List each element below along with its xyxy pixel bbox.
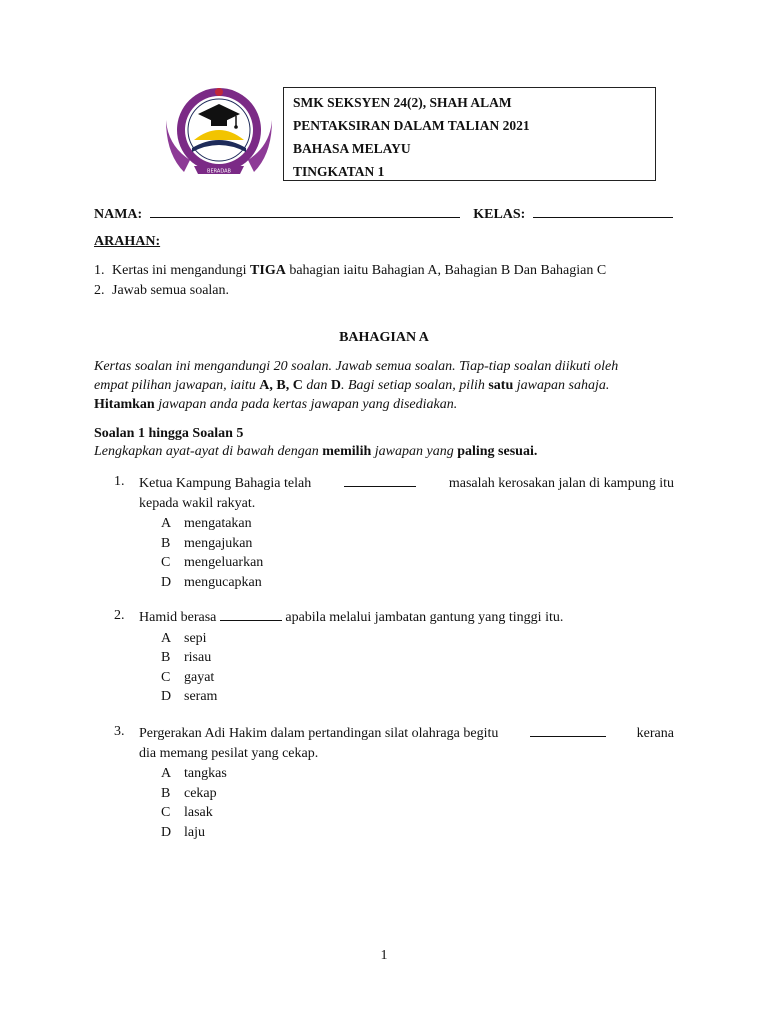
answer-option[interactable]: B mengajukan bbox=[161, 535, 253, 551]
assessment-title: PENTAKSIRAN DALAM TALIAN 2021 bbox=[293, 118, 530, 133]
school-logo bbox=[164, 80, 274, 186]
answer-option[interactable]: C mengeluarkan bbox=[161, 555, 264, 570]
school-crest-icon bbox=[164, 80, 274, 186]
answer-option[interactable]: A mengatakan bbox=[161, 516, 252, 531]
section-intro-line: Hitamkan jawapan anda pada kertas jawapan yang disediakan. bbox=[94, 397, 458, 412]
answer-option[interactable]: B cekap bbox=[161, 785, 217, 801]
answer-option[interactable]: D laju bbox=[161, 824, 205, 840]
question-1: 1. Ketua Kampung Bahagia telah masalah kerosakan jalan di kampung itu kepada wakil rakyat. A mengatakan B mengajukan C mengeluarkan D mengucapkan bbox=[114, 474, 674, 592]
question-group-title: Soalan 1 hingga Soalan 5 bbox=[94, 426, 244, 441]
answer-option[interactable]: D seram bbox=[161, 689, 218, 704]
section-intro-line: empat pilihan jawapan, iaitu A, B, C dan D. Bagi setiap soalan, pilih satu jawapan sahaja. bbox=[94, 378, 610, 393]
school-name: SMK SEKSYEN 24(2), SHAH ALAM bbox=[293, 95, 512, 110]
question-text: Hamid berasa apabila melalui jambatan gantung yang tinggi itu. bbox=[139, 610, 564, 625]
page-number: 1 bbox=[380, 948, 388, 963]
question-2: 2. Hamid berasa apabila melalui jambatan gantung yang tinggi itu. A sepi B risau C gayat D seram bbox=[114, 608, 674, 707]
name-label: NAMA: bbox=[94, 207, 143, 222]
question-group-instruction: Lengkapkan ayat-ayat di bawah dengan memilih jawapan yang paling sesuai. bbox=[94, 444, 538, 459]
class-label: KELAS: bbox=[473, 207, 526, 222]
answer-option[interactable]: A tangkas bbox=[161, 766, 227, 781]
answer-option[interactable]: C lasak bbox=[161, 805, 213, 820]
name-class-row bbox=[94, 205, 673, 223]
answer-option[interactable]: C gayat bbox=[161, 669, 215, 685]
subject-name: BAHASA MELAYU bbox=[293, 141, 411, 156]
section-a-title: BAHAGIAN A bbox=[339, 330, 429, 345]
answer-options bbox=[114, 514, 674, 592]
name-field[interactable] bbox=[150, 205, 460, 218]
section-intro-line: Kertas soalan ini mengandungi 20 soalan. Jawab semua soalan. Tiap-tiap soalan diikuti oleh bbox=[94, 359, 619, 374]
answer-option[interactable]: B risau bbox=[161, 650, 212, 665]
class-field[interactable] bbox=[533, 205, 673, 218]
question-3: 3. Pergerakan Adi Hakim dalam pertandingan silat olahraga begitu kerana dia memang pesilat yang cekap. A tangkas B cekap C lasak D laju bbox=[114, 724, 674, 842]
exam-header-box bbox=[283, 87, 656, 181]
answer-options bbox=[114, 629, 674, 707]
svg-text:BERADAB: BERADAB bbox=[207, 168, 231, 175]
instruction-item: 2. Jawab semua soalan. bbox=[94, 283, 230, 298]
answer-option[interactable]: D mengucapkan bbox=[161, 574, 262, 590]
instructions-title: ARAHAN: bbox=[94, 234, 161, 249]
question-text: Pergerakan Adi Hakim dalam pertandingan silat olahraga begitu kerana dia memang pesilat yang cekap. bbox=[139, 726, 674, 761]
answer-options bbox=[114, 764, 674, 842]
answer-option[interactable]: A sepi bbox=[161, 630, 207, 646]
form-level: TINGKATAN 1 bbox=[293, 164, 385, 179]
instruction-item: 1. Kertas ini mengandungi TIGA bahagian iaitu Bahagian A, Bahagian B Dan Bahagian C bbox=[94, 263, 607, 278]
question-text: Ketua Kampung Bahagia telah masalah kerosakan jalan di kampung itu kepada wakil rakyat. bbox=[139, 476, 674, 511]
